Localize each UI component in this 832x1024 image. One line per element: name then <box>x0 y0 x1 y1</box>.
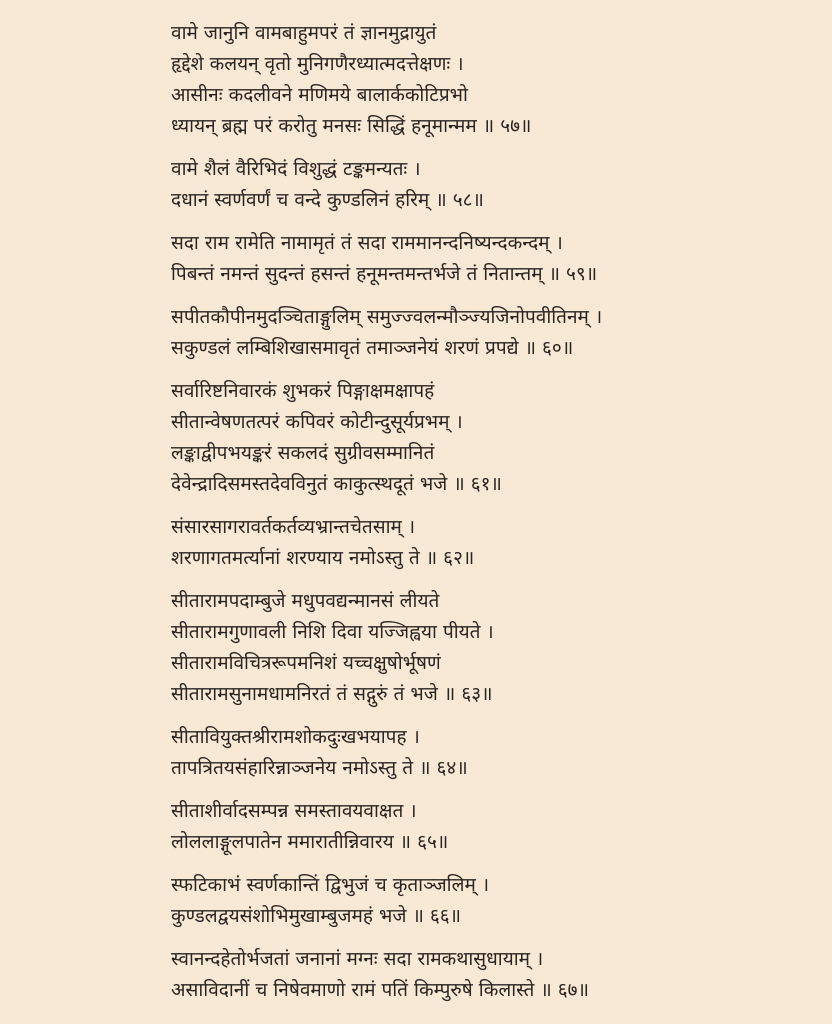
verse-line: शरणागतमर्त्यानां शरण्याय नमोऽस्तु ते ॥ ६२॥ <box>171 547 475 569</box>
verse-line: सीतान्वेषणतत्परं कपिवरं कोटीन्दुसूर्यप्रभम् । <box>171 411 463 433</box>
verse-line: लङ्काद्वीपभयङ्करं सकलदं सुग्रीवसम्मानितं <box>171 442 435 464</box>
verse-63 <box>171 586 832 710</box>
verse-line: लोललाङ्गूलपातेन ममारातीन्निवारय ॥ ६५॥ <box>171 831 449 853</box>
verse-line: सीतारामसुनामधामनिरतं तं सद्गुरुं तं भजे ॥ ६३॥ <box>171 683 493 705</box>
verse-line: हृद्देशे कलयन् वृतो मुनिगणैरध्यात्मदत्तेक्षणः । <box>171 53 464 75</box>
verse-line: तापत्रितयसंहारिन्नाञ्जनेय नमोऽस्तु ते ॥ ६४॥ <box>171 757 468 779</box>
verse-line: सीतारामविचित्ररूपमनिशं यच्चक्षुषोर्भूषणं <box>171 652 441 674</box>
verse-line: असाविदानीं च निषेवमाणो रामं पतिं किम्पुरुषे किलास्ते ॥ ६७॥ <box>171 979 589 1001</box>
verse-line: सर्वारिष्टनिवारकं शुभकरं पिङ्गाक्षमक्षापहं <box>171 380 435 402</box>
verse-58 <box>171 154 832 216</box>
verse-60 <box>171 302 832 364</box>
verse-67 <box>171 944 832 1006</box>
verse-61 <box>171 376 832 500</box>
verse-line: पिबन्तं नमन्तं सुदन्तं हसन्तं हनूमन्तमन्तर्भजे तं नितान्तम् ॥ ५९॥ <box>171 263 598 285</box>
verse-64 <box>171 722 832 784</box>
verse-line: सीतारामपदाम्बुजे मधुपवद्यन्मानसं लीयते <box>171 590 440 612</box>
verse-line: सकुण्डलं लम्बिशिखासमावृतं तमाञ्जनेयं शरणं प्रपद्ये ॥ ६०॥ <box>171 337 574 359</box>
verse-line: सीतारामगुणावली निशि दिवा यज्जिह्वया पीयते । <box>171 621 494 643</box>
verse-line: वामे जानुनि वामबाहुमपरं तं ज्ञानमुद्रायुतं <box>171 22 437 44</box>
verse-line: कुण्डलद्वयसंशोभिमुखाम्बुजमहं भजे ॥ ६६॥ <box>171 905 462 927</box>
verse-line: सदा राम रामेति नामामृतं तं सदा राममानन्दनिष्यन्दकन्दम् । <box>171 232 563 254</box>
verse-62 <box>171 512 832 574</box>
verse-line: सीतावियुक्तश्रीरामशोकदुःखभयापह । <box>171 726 420 748</box>
verse-line: संसारसागरावर्तकर्तव्यभ्रान्तचेतसाम् । <box>171 516 416 538</box>
verse-line: स्वानन्दहेतोर्भजतां जनानां मग्नः सदा रामकथासुधायाम् । <box>171 948 544 970</box>
verse-line: सीताशीर्वादसम्पन्न समस्तावयवाक्षत । <box>171 800 417 822</box>
verse-line: ध्यायन् ब्रह्म परं करोतु मनसः सिद्धिं हनूमान्मम ॥ ५७॥ <box>171 115 532 137</box>
verse-line: स्फटिकाभं स्वर्णकान्तिं द्विभुजं च कृताञ्जलिम् । <box>171 874 490 896</box>
verse-65 <box>171 796 832 858</box>
verse-line: वामे शैलं वैरिभिदं विशुद्धं टङ्कमन्यतः । <box>171 158 421 180</box>
verse-line: दधानं स्वर्णवर्णं च वन्दे कुण्डलिनं हरिम् ॥ ५८॥ <box>171 189 484 211</box>
verse-line: देवेन्द्रादिसमस्तदेवविनुतं काकुत्स्थदूतं भजे ॥ ६१॥ <box>171 473 502 495</box>
verse-59 <box>171 228 832 290</box>
verse-line: सपीतकौपीनमुदञ्चिताङ्गुलिम् समुज्ज्वलन्मौञ्ज्यजिनोपवीतिनम् । <box>171 306 603 328</box>
verse-line: आसीनः कदलीवने मणिमये बालार्ककोटिप्रभो <box>171 84 468 106</box>
verse-66 <box>171 870 832 932</box>
verse-57 <box>171 18 832 142</box>
